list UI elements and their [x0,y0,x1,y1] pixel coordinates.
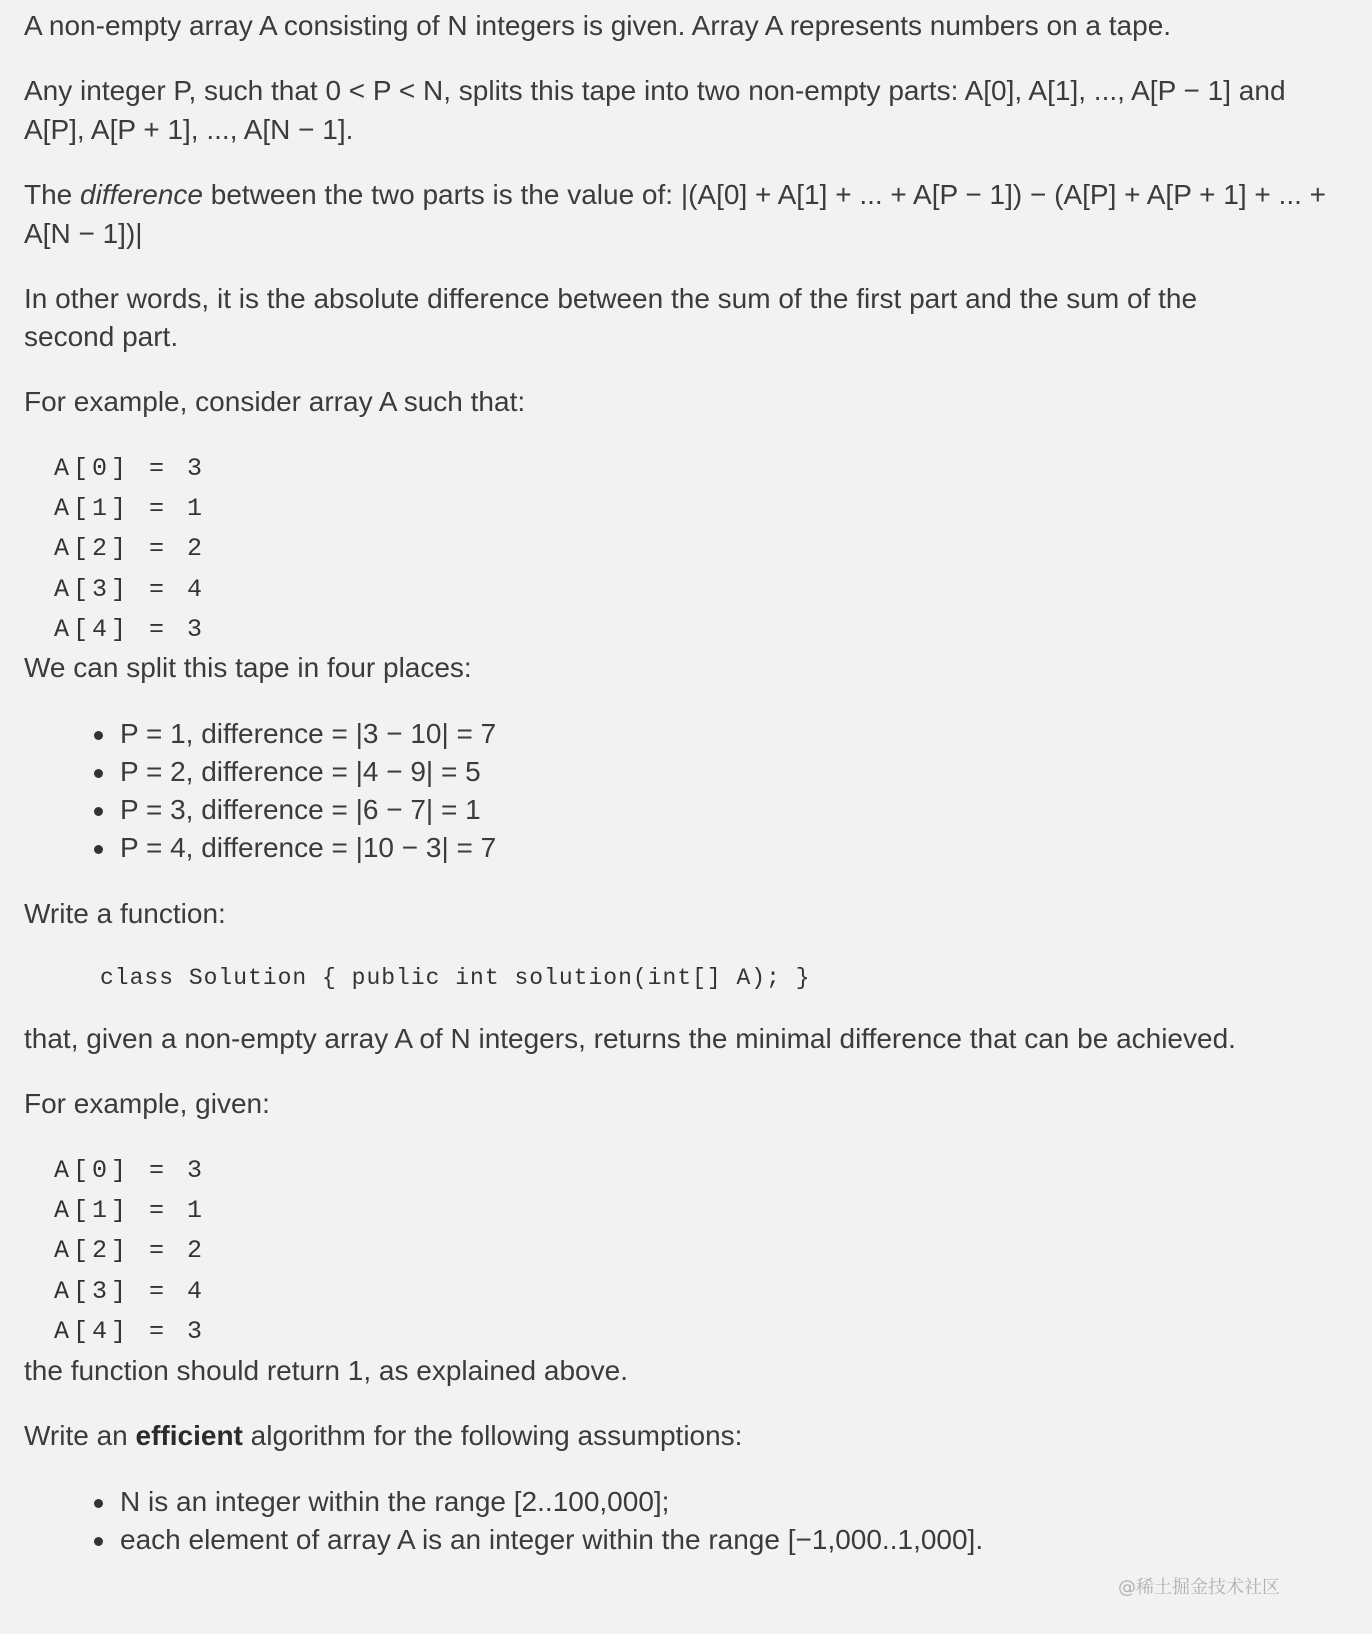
example-given-text: For example, given: [24,1088,270,1119]
bullet-icon [94,807,103,816]
efficient-term: efficient [135,1420,243,1451]
bullet-icon [94,731,103,740]
watermark: @稀土掘金技术社区 [1118,1577,1280,1598]
array-line: A[0] = 3 [54,1156,207,1185]
bullet-icon [94,1499,103,1508]
difference-paragraph-line2: A[N − 1])| [24,218,143,249]
bullet-icon [94,845,103,854]
split-paragraph-line2: A[P], A[P + 1], ..., A[N − 1]. [24,114,354,145]
split-paragraph-line1: Any integer P, such that 0 < P < N, splits this tape into two non-empty parts: A[0], A[1], ..., A[P − 1] and [24,75,1286,106]
array-line: A[3] = 4 [54,575,207,604]
should-return-text: the function should return 1, as explained above. [24,1355,628,1386]
bullet-icon [94,1537,103,1546]
array-line: A[1] = 1 [54,494,207,523]
array-line: A[4] = 3 [54,1317,207,1346]
array-line: A[0] = 3 [54,454,207,483]
array-line: A[2] = 2 [54,534,207,563]
bullet-icon [94,769,103,778]
split-places-text: We can split this tape in four places: [24,652,472,683]
other-words-line1: In other words, it is the absolute difference between the sum of the first part and the sum of the [24,283,1198,314]
example-intro: For example, consider array A such that: [24,386,526,417]
efficient-paragraph: Write an efficient algorithm for the following assumptions: [24,1420,743,1451]
write-function-text: Write a function: [24,898,226,929]
other-words-line2: second part. [24,321,179,352]
difference-term: difference [80,179,203,210]
array-line: A[3] = 4 [54,1277,207,1306]
returns-description: that, given a non-empty array A of N integers, returns the minimal difference that can be achieved. [24,1023,1236,1054]
array-line: A[2] = 2 [54,1236,207,1265]
difference-paragraph: The difference between the two parts is the value of: |(A[0] + A[1] + ... + A[P − 1]) − (A[P] + A[P + 1] + ... + [24,179,1327,210]
intro-paragraph: A non-empty array A consisting of N integers is given. Array A represents numbers on a tape. [24,10,1172,41]
array-line: A[1] = 1 [54,1196,207,1225]
array-line: A[4] = 3 [54,615,207,644]
function-signature-code: class Solution { public int solution(int[] A); } [100,965,811,991]
